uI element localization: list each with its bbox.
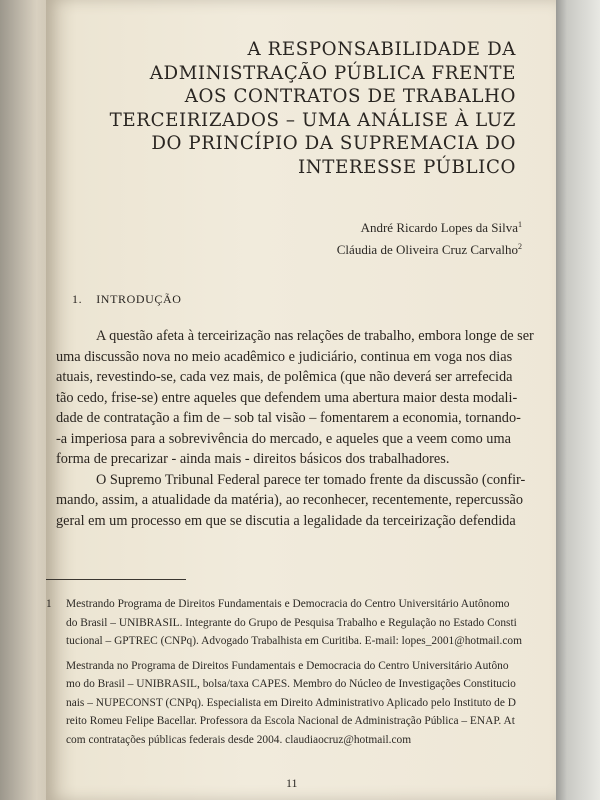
footnote-line: nais – NUPECONST (CNPq). Especialista em Direito Administrativo Aplicado pelo Instituto de D	[66, 696, 516, 709]
footnote-line: com contratações públicas federais desde 2004. claudiaocruz@hotmail.com	[66, 733, 412, 746]
title-line: A RESPONSABILIDADE DA	[247, 39, 516, 60]
footnote-2	[46, 657, 556, 750]
authors-block	[337, 215, 522, 259]
footnote-marker: 2	[518, 242, 522, 251]
title-line: ADMINISTRAÇÃO PÚBLICA FRENTE	[149, 62, 516, 84]
footnote-line: reito Romeu Felipe Bacellar. Professora da Escola Nacional de Administração Pública – ENAP. At	[66, 715, 515, 727]
body-line: O Supremo Tribunal Federal parece ter tomado frente da discussão (confir-	[96, 471, 526, 488]
title-line: DO PRINCÍPIO DA SUPREMACIA DO	[151, 133, 516, 154]
footnote-line: Mestranda no Programa de Direitos Fundamentais e Democracia do Centro Universitário Autôno	[66, 659, 509, 672]
body-line: atuais, revestindo-se, cada vez mais, de polêmica (que não deverá ser arrefecida	[56, 369, 513, 385]
body-line: -a imperiosa para a sobrevivência do mercado, e aqueles que a veem como uma	[56, 430, 511, 447]
author	[337, 215, 522, 237]
body-text	[56, 326, 534, 531]
footnotes	[46, 595, 556, 749]
section-number: 1.	[72, 292, 83, 306]
section-heading	[72, 292, 182, 307]
author-name: Cláudia de Oliveira Cruz Carvalho	[336, 242, 518, 257]
body-line: dade de contratação a fim de – sob tal visão – fomentarem a economia, tornando-	[56, 410, 521, 426]
body-line: tão cedo, frise-se) entre aqueles que defendem uma abertura maior desta modali-	[56, 389, 518, 406]
author	[337, 237, 522, 259]
body-line: geral em um processo em que se discutia a legalidade da terceirização defendida	[56, 512, 516, 529]
body-line: uma discussão nova no meio acadêmico e judiciário, continua em voga nos dias	[56, 348, 513, 365]
title-line: TERCEIRIZADOS – UMA ANÁLISE À LUZ	[109, 109, 516, 131]
footnote-number: 1	[46, 598, 52, 610]
chapter-title	[76, 38, 516, 179]
footnote-line: 1 Mestrando Programa de Direitos Fundamentais e Democracia do Centro Universitário Autônomo	[46, 595, 556, 614]
body-line: forma de precarizar - ainda mais - direitos básicos dos trabalhadores.	[56, 451, 450, 467]
title-line: AOS CONTRATOS DE TRABALHO	[184, 86, 516, 107]
footnote-line: mo do Brasil – UNIBRASIL, bolsa/taxa CAPES. Membro do Núcleo de Investigações Constitucio	[66, 678, 516, 690]
body-line: mando, assim, a atualidade da matéria), ao reconhecer, recentemente, repercussão	[56, 492, 524, 508]
page-number: 11	[286, 776, 298, 790]
footnote-line: tucional – GPTREC (CNPq). Advogado Trabalhista em Curitiba. E-mail: lopes_2001@hotmail.com	[66, 635, 522, 647]
book-edge-left	[0, 0, 52, 800]
footnote-marker: 1	[518, 220, 522, 229]
author-name: André Ricardo Lopes da Silva	[360, 220, 518, 235]
footnote-separator	[46, 579, 186, 580]
title-line: INTERESSE PÚBLICO	[297, 156, 516, 178]
book-page	[46, 0, 556, 800]
section-title: INTRODUÇÃO	[96, 292, 182, 306]
body-line: A questão afeta à terceirização nas relações de trabalho, embora longe de ser	[96, 328, 534, 344]
footnote-line: do Brasil – UNIBRASIL. Integrante do Grupo de Pesquisa Trabalho e Regulação no Estado Consti	[66, 616, 517, 629]
